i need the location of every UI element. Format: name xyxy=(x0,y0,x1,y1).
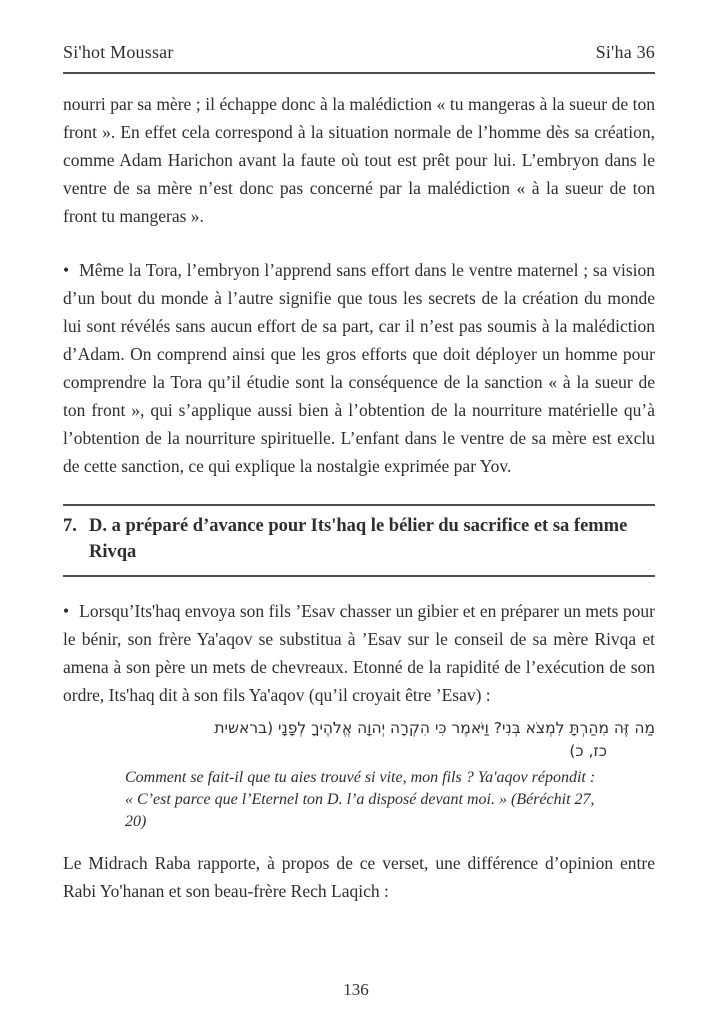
paragraph-itshaq-esav xyxy=(63,597,655,709)
hebrew-verse-line-1: מַה זֶּה מִהַרְתָּ לִמְצֹא בְּנִי? וַיֹּאמֶר כִּי הִקְרָה יְהוָה אֱלֹהֶיךָ לְפָנָי (בראשית xyxy=(214,719,655,737)
section-number: 7. xyxy=(63,516,77,536)
header-book-title: Si'hot Moussar xyxy=(63,42,174,62)
section-title: D. a préparé d’avance pour Its'haq le bélier du sacrifice et sa femme Rivqa xyxy=(89,516,628,562)
hebrew-verse xyxy=(113,717,655,763)
paragraph-midrach-raba: Le Midrach Raba rapporte, à propos de ce verset, une différence d’opinion entre Rabi Yo'hanan et son beau-frère Rech Laqich : xyxy=(63,853,655,901)
hebrew-verse-line-2: כז, כ) xyxy=(569,742,607,760)
paragraph-maledicition-intro: nourri par sa mère ; il échappe donc à la malédiction « tu mangeras à la sueur de ton front ». En effet cela correspond à la situation normale de l’homme dès sa création, comme Adam Harichon avant la faute où tout est prêt pour lui. L’embryon dans le ventre de sa mère n’est donc pas concerné par la malédiction « à la sueur de ton front tu mangeras ». xyxy=(63,94,655,226)
page-number: 136 xyxy=(343,980,369,999)
bullet-marker: • xyxy=(63,260,70,280)
bullet-marker: • xyxy=(63,601,70,621)
verse-translation: Comment se fait-il que tu aies trouvé si vite, mon fils ? Ya'aqov répondit : « C’est parce que l’Eternel ton D. l’a disposé devant moi. » (Béréchit 27, 20) xyxy=(125,769,596,830)
page-footer xyxy=(0,980,712,1000)
section-heading xyxy=(63,504,655,577)
header-chapter-label: Si'ha 36 xyxy=(595,42,655,62)
running-header xyxy=(63,42,655,74)
paragraph-tora-embryon-text: Même la Tora, l’embryon l’apprend sans effort dans le ventre maternel ; sa vision d’un bout du monde à l’autre signifie que tous les secrets de la création du monde lui sont révélés sans aucun effort de sa part, car il n’est pas soumis à la malédiction d’Adam. On comprend ainsi que les gros efforts que doit déployer un homme pour comprendre la Tora qu’il étudie sont la conséquence de la sanction « à la sueur de ton front », qui s’applique aussi bien à l’obtention de la nourriture matérielle qu’à l’obtention de la nourriture spirituelle. L’enfant dans le ventre de sa mère est exclu de cette sanction, ce qui explique la nostalgie exprimée par Yov. xyxy=(63,260,655,476)
paragraph-tora-embryon xyxy=(63,256,655,480)
paragraph-itshaq-esav-text: Lorsqu’Its'haq envoya son fils ’Esav chasser un gibier et en préparer un mets pour le bénir, son frère Ya'aqov se substitua à ’Esav sur le conseil de sa mère Rivqa et amena à son père un mets de chevreaux. Etonné de la rapidité de l’exécution de son ordre, Its'haq dit à son fils Ya'aqov (qu’il croyait être ’Esav) : xyxy=(63,601,655,705)
